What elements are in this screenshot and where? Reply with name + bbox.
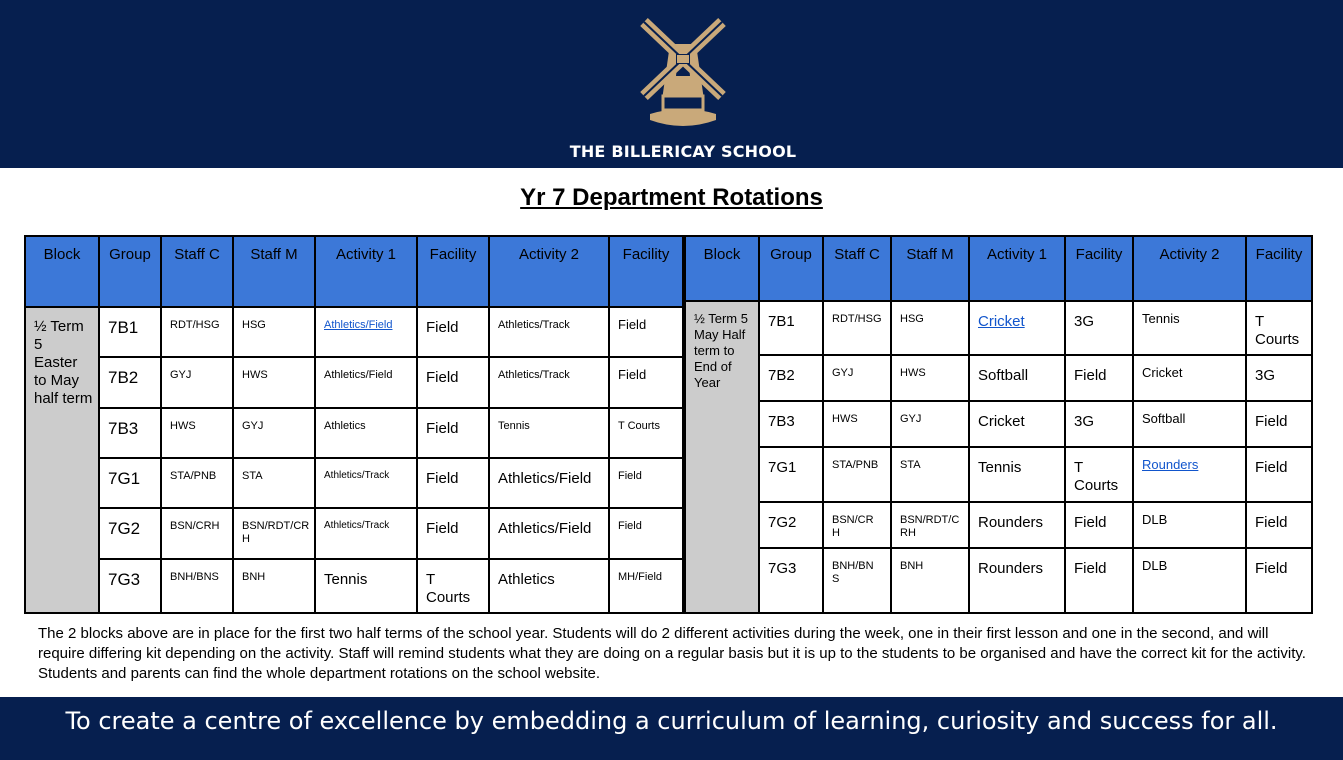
staff-m-label: GYJ [900,413,922,425]
staff-c-label: BSN/CRH [170,520,220,532]
facility-2-cell [1246,301,1312,355]
footer-motto: To create a centre of excellence by embedding a curriculum of learning, curiosity and success for all. [65,707,1278,735]
facility-1-cell [1065,401,1133,447]
group-cell [99,408,161,458]
staff-m-cell [891,401,969,447]
staff-c-label: STA/PNB [832,459,879,471]
facility-2-label: MH/Field [618,571,663,583]
facility-1-cell [417,357,489,408]
header-group: Group [759,236,823,301]
group-cell [759,548,823,613]
header-facility-2: Facility [609,236,683,307]
facility-2-label: Field [1255,514,1288,531]
staff-m-cell [233,508,315,559]
staff-c-label: RDT/HSG [832,313,882,325]
facility-1-label: 3G [1074,313,1095,330]
group-cell [759,502,823,548]
staff-c-label: BNH/BNS [170,571,219,583]
group-label: 7G2 [768,514,797,531]
activity-1-cell [315,408,417,458]
group-label: 7B2 [768,367,795,384]
facility-2-cell [1246,447,1312,502]
staff-c-label: GYJ [832,367,854,379]
facility-2-cell [609,559,683,613]
header-activity-2: Activity 2 [1133,236,1246,301]
group-cell [99,559,161,613]
header-group: Group [99,236,161,307]
activity-1-cell [969,548,1065,613]
activity-1-cell [315,458,417,508]
facility-1-cell [417,508,489,559]
group-label: 7B3 [108,419,139,438]
facility-1-label: Field [426,520,459,537]
facility-2-cell [609,408,683,458]
facility-2-label: Field [618,367,647,382]
staff-m-label: HWS [900,367,926,379]
activity-2-label: Softball [1142,411,1186,426]
staff-m-cell [233,408,315,458]
activity-1-label: Tennis [978,459,1022,476]
activity-2-cell [1133,548,1246,613]
windmill-logo-icon [636,16,730,134]
staff-m-cell [233,307,315,357]
group-label: 7G2 [108,519,141,538]
facility-2-cell [609,307,683,357]
facility-2-label: Field [1255,459,1288,476]
staff-c-cell [161,307,233,357]
facility-1-cell [417,458,489,508]
facility-1-cell [417,559,489,613]
staff-c-cell [823,401,891,447]
staff-c-cell [823,355,891,401]
activity-1-label: Rounders [978,514,1044,531]
header-block: Block [25,236,99,307]
facility-2-label: Field [618,470,642,482]
staff-m-cell [891,548,969,613]
staff-m-label: STA [242,470,263,482]
activity-1-label: Athletics/Track [324,470,390,481]
activity-2-cell [1133,502,1246,548]
block-label: ½ Term 5 Easter to May half term [34,318,93,407]
activity-2-cell [489,307,609,357]
header-activity-1: Activity 1 [969,236,1065,301]
facility-1-label: Field [426,369,459,386]
activity-1-label: Athletics/Track [324,520,390,531]
staff-m-cell [891,447,969,502]
activity-2-cell [489,458,609,508]
facility-2-label: T Courts [1255,313,1300,348]
header-facility-1: Facility [417,236,489,307]
staff-m-label: BNH [900,560,924,572]
staff-c-cell [161,458,233,508]
facility-2-cell [1246,401,1312,447]
header-staff-m: Staff M [233,236,315,307]
facility-1-cell [1065,502,1133,548]
staff-m-cell [233,458,315,508]
staff-c-label: BSN/CRH [832,514,874,539]
facility-2-cell [609,357,683,408]
staff-m-cell [891,355,969,401]
activity-2-cell [1133,401,1246,447]
staff-c-label: RDT/HSG [170,319,220,331]
staff-c-label: HWS [170,420,196,432]
rounders-link[interactable]: Rounders [1142,457,1199,472]
block-label: ½ Term 5 May Half term to End of Year [694,311,748,390]
facility-1-label: T Courts [426,571,471,606]
activity-1-label: Rounders [978,560,1044,577]
left-rotation-table [24,235,684,614]
group-label: 7G3 [768,560,797,577]
activity-2-cell [489,357,609,408]
staff-m-label: HSG [242,319,266,331]
staff-c-cell [161,508,233,559]
activity-2-cell [489,508,609,559]
staff-m-label: BNH [242,571,266,583]
staff-c-label: GYJ [170,369,192,381]
header-staff-c: Staff C [823,236,891,301]
activity-2-cell [489,559,609,613]
staff-m-cell [233,357,315,408]
facility-1-cell [1065,301,1133,355]
facility-1-label: Field [426,319,459,336]
activity-2-label: Athletics [498,571,555,588]
facility-1-cell [417,408,489,458]
header-facility-2: Facility [1246,236,1312,301]
facility-2-cell [1246,355,1312,401]
facility-1-label: Field [426,420,459,437]
header-block: Block [685,236,759,301]
activity-2-label: Cricket [1142,365,1183,380]
staff-m-label: BSN/RDT/CRH [900,514,960,539]
facility-2-cell [1246,548,1312,613]
group-cell [759,401,823,447]
group-label: 7B1 [108,318,139,337]
activity-1-cell [969,502,1065,548]
facility-1-label: Field [1074,514,1107,531]
staff-m-cell [891,301,969,355]
staff-m-label: STA [900,459,921,471]
facility-1-cell [1065,548,1133,613]
header-facility-1: Facility [1065,236,1133,301]
staff-c-cell [823,502,891,548]
header-staff-c: Staff C [161,236,233,307]
facility-2-cell [1246,502,1312,548]
staff-c-cell [823,447,891,502]
facility-2-cell [609,458,683,508]
staff-c-cell [161,357,233,408]
activity-2-label: Athletics/Track [498,369,570,381]
staff-c-label: BNH/BNS [832,560,874,585]
group-cell [99,357,161,408]
staff-c-label: STA/PNB [170,470,217,482]
staff-m-cell [891,502,969,548]
activity-1-label: Athletics/Field [324,369,393,381]
activity-2-label: DLB [1142,512,1168,527]
facility-2-label: Field [618,520,642,532]
activity-2-label: Athletics/Field [498,520,592,537]
header-activity-1: Activity 1 [315,236,417,307]
staff-m-label: GYJ [242,420,264,432]
group-cell [759,355,823,401]
right-rotation-table [684,235,1313,614]
group-cell [759,301,823,355]
facility-1-label: T Courts [1074,459,1119,494]
facility-1-label: Field [426,470,459,487]
athletics-field-link[interactable]: Athletics/Field [324,319,393,331]
activity-2-cell [489,408,609,458]
group-cell [759,447,823,502]
activity-1-cell [969,301,1065,355]
group-label: 7B3 [768,413,795,430]
facility-1-label: 3G [1074,413,1095,430]
page-title: Yr 7 Department Rotations [520,184,823,211]
group-cell [99,458,161,508]
group-cell [99,307,161,357]
activity-2-cell [1133,447,1246,502]
staff-c-cell [161,408,233,458]
activity-1-cell [315,559,417,613]
activity-2-label: Tennis [1142,311,1180,326]
activity-1-label: Athletics [324,420,366,432]
block-cell [25,307,99,613]
activity-1-label: Tennis [324,571,368,588]
group-label: 7B1 [768,313,795,330]
info-paragraph: The 2 blocks above are in place for the first two half terms of the school year. Students will do 2 different activities during the week, one in their first lesson and one in the second, and will require differing kit depending on the activity. Staff will remind students what they are doing on a regular basis but it is up to the students to be organised and have the correct kit for the activity. Students and parents can find the whole department rotations on the school website. [38,625,1306,682]
group-label: 7B2 [108,368,139,387]
activity-1-cell [969,447,1065,502]
facility-2-label: Field [1255,560,1288,577]
facility-1-cell [1065,447,1133,502]
activity-1-label: Cricket [978,413,1025,430]
staff-c-cell [161,559,233,613]
header-activity-2: Activity 2 [489,236,609,307]
activity-1-cell [969,355,1065,401]
facility-1-cell [1065,355,1133,401]
staff-c-cell [823,548,891,613]
facility-1-label: Field [1074,560,1107,577]
facility-1-label: Field [1074,367,1107,384]
school-name: THE BILLERICAY SCHOOL [569,142,797,161]
activity-1-cell [315,508,417,559]
group-label: 7G1 [768,459,797,476]
staff-m-label: HWS [242,369,268,381]
activity-2-label: Athletics/Field [498,470,592,487]
staff-m-cell [233,559,315,613]
activity-1-cell [315,357,417,408]
activity-1-cell [969,401,1065,447]
activity-2-label: Athletics/Track [498,319,570,331]
staff-m-label: BSN/RDT/CRH [242,520,310,545]
group-cell [99,508,161,559]
activity-2-cell [1133,355,1246,401]
activity-2-label: Tennis [498,420,530,432]
block-cell [685,301,759,613]
facility-2-label: T Courts [618,420,660,432]
facility-2-label: Field [618,317,647,332]
facility-1-cell [417,307,489,357]
activity-2-label: DLB [1142,558,1168,573]
staff-c-label: HWS [832,413,858,425]
cricket-link[interactable]: Cricket [978,313,1025,330]
activity-1-label: Softball [978,367,1029,384]
facility-2-cell [609,508,683,559]
group-label: 7G3 [108,570,141,589]
activity-2-cell [1133,301,1246,355]
group-label: 7G1 [108,469,141,488]
activity-1-cell [315,307,417,357]
staff-m-label: HSG [900,313,924,325]
facility-2-label: Field [1255,413,1288,430]
staff-c-cell [823,301,891,355]
header-staff-m: Staff M [891,236,969,301]
facility-2-label: 3G [1255,367,1276,384]
